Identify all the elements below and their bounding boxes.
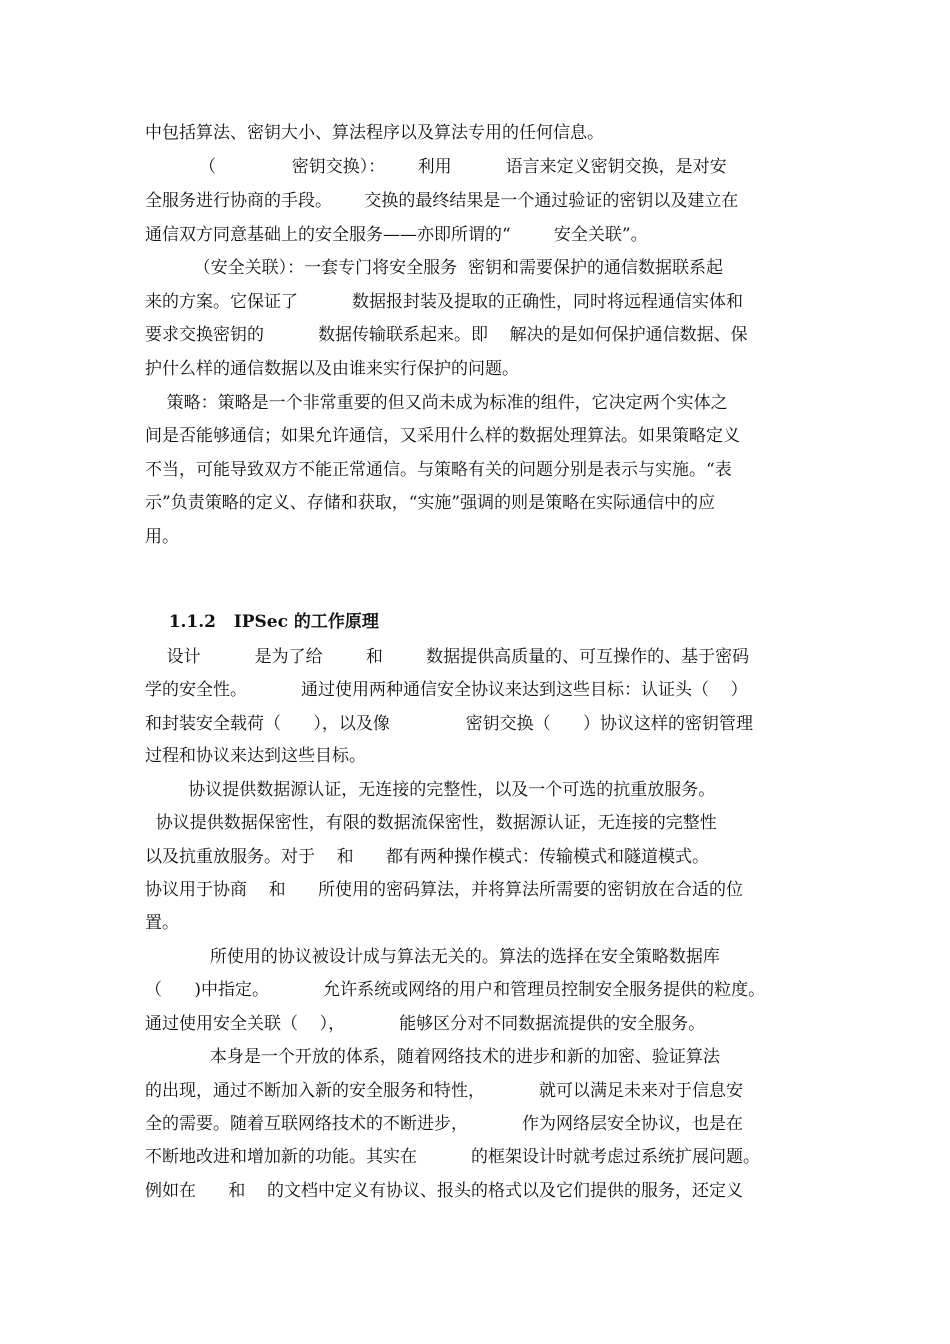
paragraph-line: 所使用的协议被设计成与算法无关的。算法的选择在安全策略数据库 xyxy=(145,947,720,967)
section-heading xyxy=(145,577,379,632)
paragraph-line: 全服务进行协商的手段。 交换的最终结果是一个通过验证的密钥以及建立在 xyxy=(145,191,739,211)
paragraph-line: 置。 xyxy=(145,913,179,933)
paragraph-line: 间是否能够通信；如果允许通信，又采用什么样的数据处理算法。如果策略定义 xyxy=(145,426,740,446)
paragraph-line: 过程和协议来达到这些目标。 xyxy=(145,746,366,766)
paragraph-line: 协议提供数据保密性，有限的数据流保密性，数据源认证，无连接的完整性 xyxy=(145,813,717,833)
paragraph-line: （ )中指定。 允许系统或网络的用户和管理员控制安全服务提供的粒度。 xyxy=(145,980,766,1000)
paragraph-line: 通信双方同意基础上的安全服务——亦即所谓的“ 安全关联”。 xyxy=(145,225,648,245)
paragraph-line: 来的方案。它保证了 数据报封装及提取的正确性，同时将远程通信实体和 xyxy=(145,292,744,312)
paragraph-line: 不断地改进和增加新的功能。其实在 的框架设计时就考虑过系统扩展问题。 xyxy=(145,1147,761,1167)
paragraph-line: 不当，可能导致双方不能正常通信。与策略有关的问题分别是表示与实施。“表 xyxy=(145,460,732,480)
paragraph-line: 本身是一个开放的体系，随着网络技术的进步和新的加密、验证算法 xyxy=(145,1047,720,1067)
paragraph-line: 策略：策略是一个非常重要的但又尚未成为标准的组件，它决定两个实体之 xyxy=(145,393,728,413)
paragraph-line: 协议提供数据源认证，无连接的完整性，以及一个可选的抗重放服务。 xyxy=(145,780,716,800)
paragraph-line: 要求交换密钥的 数据传输联系起来。即 解决的是如何保护通信数据、保 xyxy=(145,325,748,345)
paragraph-line: 例如在 和 的文档中定义有协议、报头的格式以及它们提供的服务，还定义 xyxy=(145,1181,744,1201)
paragraph-line: 和封装安全载荷（ ），以及像 密钥交换（ ）协议这样的密钥管理 xyxy=(145,714,753,734)
paragraph-line: 全的需要。随着互联网络技术的不断进步， 作为网络层安全协议，也是在 xyxy=(145,1114,744,1134)
section-number: 1.1.2 xyxy=(168,612,217,632)
section-title: IPSec 的工作原理 xyxy=(233,612,379,632)
paragraph-line: 学的安全性。 通过使用两种通信安全协议来达到这些目标：认证头（ ） xyxy=(145,680,748,700)
paragraph-line: 协议用于协商 和 所使用的密码算法，并将算法所需要的密钥放在合适的位 xyxy=(145,880,744,900)
paragraph-line: 中包括算法、密钥大小、算法程序以及算法专用的任何信息。 xyxy=(145,123,604,143)
paragraph-line: 设计 是为了给 和 数据提供高质量的、可互操作的、基于密码 xyxy=(145,647,750,667)
paragraph-line: 用。 xyxy=(145,527,179,547)
paragraph-line: （安全关联）：一套专门将安全服务 密钥和需要保护的通信数据联系起 xyxy=(145,258,723,278)
paragraph-line: 通过使用安全关联（ ）， 能够区分对不同数据流提供的安全服务。 xyxy=(145,1014,706,1034)
paragraph-line: 示”负责策略的定义、存储和获取，“实施”强调的则是策略在实际通信中的应 xyxy=(145,493,716,513)
paragraph-line: 护什么样的通信数据以及由谁来实行保护的问题。 xyxy=(145,359,519,379)
paragraph-line: 的出现，通过不断加入新的安全服务和特性， 就可以满足未来对于信息安 xyxy=(145,1081,744,1101)
paragraph-line: 以及抗重放服务。对于 和 都有两种操作模式：传输模式和隧道模式。 xyxy=(145,847,710,867)
paragraph-line: （ 密钥交换）： 利用 语言来定义密钥交换，是对安 xyxy=(145,157,727,177)
